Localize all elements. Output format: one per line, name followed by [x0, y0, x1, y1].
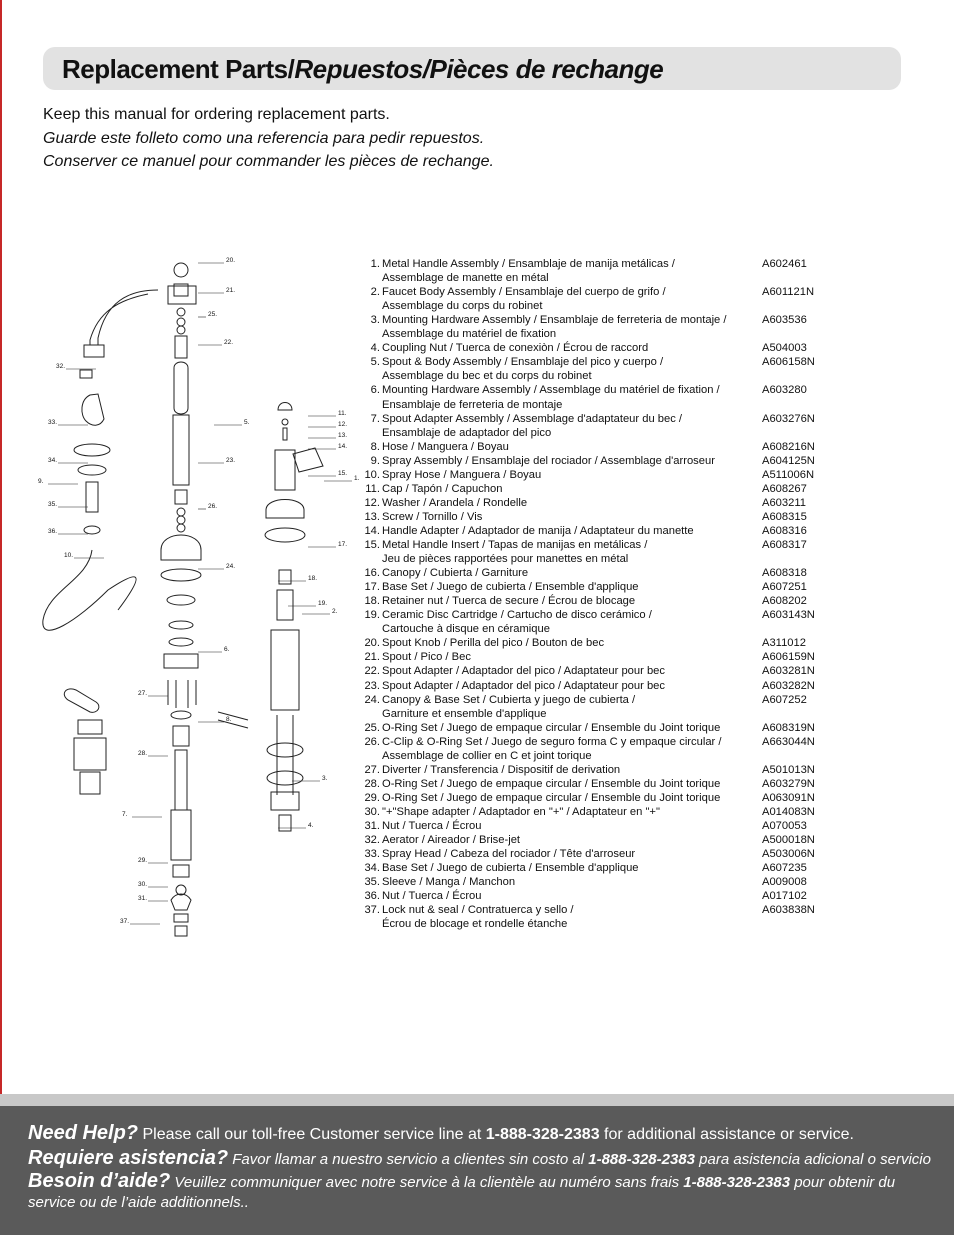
diagram-callout-label: 30. [138, 881, 148, 888]
part-code: A604125N [762, 454, 815, 467]
diagram-callout-label: 24. [226, 563, 236, 570]
part-number: 7. [370, 412, 380, 425]
part-description: Nut / Tuerca / Écrou [382, 890, 482, 903]
part-description-continued: Cartouche à disque en céramique [382, 623, 550, 636]
diagram-callout-label: 29. [138, 857, 148, 864]
part-number: 17. [364, 581, 380, 594]
part-number: 34. [364, 862, 380, 875]
diagram-callout-label: 14. [338, 443, 348, 450]
part-number: 9. [370, 454, 380, 467]
part-row [360, 455, 830, 469]
help-text-fr-3: service ou de l’aide additionnels.. [28, 1194, 249, 1211]
part-code: A063091N [762, 791, 815, 804]
part-description: Cap / Tapón / Capuchon [382, 482, 503, 495]
part-description: Nut / Tuerca / Écrou [382, 820, 482, 832]
part-row [360, 848, 830, 862]
part-row [360, 497, 830, 511]
part-description-continued: Assemblage du matériel de fixation [382, 328, 557, 341]
part-description-continued: Ensamblaje de ferreteria de montaje [382, 398, 563, 411]
diagram-callout-label: 5. [244, 419, 250, 426]
diagram-callout-label: 20. [226, 257, 236, 264]
diagram-callout-label: 27. [138, 690, 148, 697]
part-code: A504003 [762, 342, 807, 355]
help-line-es [28, 1147, 931, 1170]
part-code: A603838N [762, 904, 815, 917]
part-number: 14. [364, 524, 380, 537]
part-row [360, 736, 830, 750]
part-number: 27. [364, 763, 380, 776]
part-row [360, 342, 830, 356]
part-code: A608317 [762, 539, 807, 551]
part-number: 33. [364, 848, 380, 861]
intro-line-en: Keep this manual for ordering replacement parts. [43, 106, 390, 123]
part-row [360, 469, 830, 483]
part-description: "+"Shape adapter / Adaptador en "+" / Adaptateur en "+" [382, 805, 660, 818]
diagram-callout-label: 9. [38, 478, 44, 485]
part-row [360, 862, 830, 876]
part-description: Ceramic Disc Cartridge / Cartucho de disco cerámico / [382, 609, 652, 622]
part-number: 3. [370, 314, 380, 327]
part-description: Aerator / Aireador / Brise-jet [382, 834, 521, 847]
part-row [360, 356, 830, 370]
part-number: 30. [364, 805, 380, 818]
diagram-callout-label: 12. [338, 421, 348, 428]
part-description-continued: Écrou de blocage et rondelle étanche [382, 918, 568, 931]
part-description-continued: Assemblage du bec et du corps du robinet [382, 370, 592, 383]
help-phone-es[interactable]: 1-888-328-2383 [588, 1151, 696, 1168]
diagram-callout-label: 7. [122, 811, 128, 818]
part-description: Metal Handle Assembly / Ensamblaje de manija metálicas / [382, 258, 675, 270]
part-row [360, 525, 830, 539]
part-number: 37. [364, 904, 380, 917]
part-number: 4. [370, 342, 380, 355]
intro-line-fr: Conserver ce manuel pour commander les pièces de rechange. [43, 153, 494, 170]
diagram-callout-label: 8. [226, 716, 232, 723]
part-number: 8. [370, 440, 380, 453]
page-title [62, 54, 663, 85]
part-number: 28. [364, 777, 380, 790]
help-text-es-2: para asistencia adicional o servicio [695, 1151, 931, 1168]
part-number: 13. [364, 510, 380, 523]
part-description-continued: Garniture et ensemble d'applique [382, 707, 547, 720]
exploded-parts-diagram [28, 250, 360, 950]
left-margin-rule [0, 0, 2, 1235]
part-code: A603536 [762, 314, 807, 327]
part-row [360, 595, 830, 609]
part-description: O-Ring Set / Juego de empaque circular / Ensemble du Joint torique [382, 777, 721, 790]
part-row [360, 258, 830, 272]
part-code: A070053 [762, 820, 807, 832]
part-number: 20. [364, 637, 380, 650]
part-row [360, 441, 830, 455]
help-line-en [28, 1122, 854, 1145]
help-heading-es: Requiere asistencia? [28, 1147, 229, 1169]
part-row [360, 286, 830, 300]
part-code: A607235 [762, 862, 807, 875]
part-row [360, 694, 830, 708]
part-row [360, 834, 830, 848]
help-line-fr-cont [28, 1194, 249, 1212]
part-row [360, 665, 830, 679]
part-description: C-Clip & O-Ring Set / Juego de seguro forma C y empaque circular / [382, 735, 722, 748]
diagram-callout-label: 26. [208, 503, 218, 510]
part-code: A663044N [762, 735, 815, 748]
part-number: 18. [364, 595, 380, 608]
diagram-callout-label: 28. [138, 750, 148, 757]
part-row [360, 511, 830, 525]
part-number: 11. [365, 482, 380, 495]
diagram-callout-label: 21. [226, 287, 236, 294]
part-row [360, 413, 830, 427]
part-code: A500018N [762, 834, 815, 847]
part-code: A608216N [762, 440, 815, 453]
part-number: 22. [364, 665, 380, 678]
part-description: Screw / Tornillo / Vis [382, 510, 483, 523]
part-code: A606159N [762, 651, 815, 664]
diagram-callout-label: 33. [48, 419, 58, 426]
part-code: A602461 [762, 258, 807, 270]
part-code: A608267 [762, 482, 807, 495]
part-description-continued: Assemblage de manette en métal [382, 272, 549, 285]
part-row [360, 806, 830, 820]
part-description-continued: Ensamblaje de adaptador del pico [382, 426, 552, 439]
part-code: A608316 [762, 524, 807, 537]
part-code: A607251 [762, 581, 807, 594]
diagram-callout-label: 4. [308, 822, 314, 829]
part-description: Retainer nut / Tuerca de secure / Écrou de blocage [382, 595, 636, 608]
part-description: Canopy & Base Set / Cubierta y juego de cubierta / [382, 693, 636, 706]
part-row [360, 820, 830, 834]
part-description: Spout & Body Assembly / Ensamblaje del pico y cuerpo / [382, 356, 664, 369]
part-code: A603281N [762, 665, 815, 678]
part-code: A501013N [762, 763, 815, 776]
page-title-en: Replacement Parts/ [62, 54, 295, 84]
part-number: 15. [364, 539, 380, 551]
part-row [360, 567, 830, 581]
part-description: Canopy / Cubierta / Garniture [382, 567, 529, 580]
part-number: 29. [364, 791, 380, 804]
part-row [360, 764, 830, 778]
part-number: 21. [364, 651, 380, 664]
part-description: Spray Assembly / Ensamblaje del rociador / Assemblage d'arroseur [382, 454, 715, 467]
part-description: Mounting Hardware Assembly / Ensamblaje de ferreteria de montaje / [382, 314, 727, 327]
part-row [360, 581, 830, 595]
part-code: A603143N [762, 609, 815, 622]
part-description: Washer / Arandela / Rondelle [382, 496, 528, 509]
part-code: A607252 [762, 693, 807, 706]
help-text-en-1: Please call our toll-free Customer service line at [138, 1126, 486, 1143]
diagram-callout-label: 31. [138, 895, 148, 902]
part-row [360, 539, 830, 553]
part-number: 36. [364, 890, 380, 903]
part-number: 26. [364, 735, 380, 748]
help-text-en-2: for additional assistance or service. [599, 1126, 854, 1143]
diagram-callout-label: 17. [338, 541, 348, 548]
help-text-fr-1: Veuillez communiquer avec notre service à la clientèle au numéro sans frais [170, 1174, 684, 1191]
diagram-callout-label: 37. [120, 918, 130, 925]
part-code: A503006N [762, 848, 815, 861]
part-row [360, 637, 830, 651]
part-description: Lock nut & seal / Contratuerca y sello / [382, 904, 574, 917]
part-description: Diverter / Transferencia / Dispositif de derivation [382, 763, 621, 776]
diagram-callout-label: 36. [48, 528, 58, 535]
page-title-es-fr: Repuestos/Pièces de rechange [294, 54, 664, 84]
part-description: Metal Handle Insert / Tapas de manijas en metálicas / [382, 539, 648, 551]
part-description: Spout Knob / Perilla del pico / Bouton de bec [382, 637, 605, 650]
help-heading-en: Need Help? [28, 1122, 139, 1144]
part-description: Spout Adapter Assembly / Assemblage d'adaptateur du bec / [382, 412, 683, 425]
help-phone-fr[interactable]: 1-888-328-2383 [683, 1174, 791, 1191]
part-row [360, 609, 830, 623]
part-row [360, 651, 830, 665]
diagram-callout-label: 35. [48, 501, 58, 508]
part-code: A603280 [762, 384, 807, 397]
diagram-callout-label: 34. [48, 457, 58, 464]
part-code: A603282N [762, 679, 815, 692]
part-description: O-Ring Set / Juego de empaque circular / Ensemble du Joint torique [382, 721, 721, 734]
part-code: A603279N [762, 777, 815, 790]
diagram-callout-label: 18. [308, 575, 318, 582]
help-text-fr-2: pour obtenir du [790, 1174, 896, 1191]
diagram-callout-label: 2. [332, 608, 338, 615]
part-description: Spray Head / Cabeza del rociador / Tête d'arroseur [382, 848, 636, 861]
part-number: 19. [364, 609, 380, 622]
part-code: A017102 [762, 890, 807, 903]
part-number: 6. [370, 384, 380, 397]
part-code: A608202 [762, 595, 807, 608]
diagram-callout-label: 1. [354, 475, 360, 482]
help-heading-fr: Besoin d’aide? [28, 1170, 171, 1192]
part-number: 25. [364, 721, 380, 734]
part-number: 31. [364, 820, 380, 832]
part-description: Hose / Manguera / Boyau [382, 440, 509, 453]
footer-divider [0, 1094, 954, 1106]
part-description: Sleeve / Manga / Manchon [382, 876, 516, 889]
diagram-callout-label: 3. [322, 775, 328, 782]
part-number: 1. [370, 258, 380, 270]
part-number: 10. [364, 468, 380, 481]
help-footer [0, 1106, 954, 1235]
part-description: Base Set / Juego de cubierta / Ensemble d'applique [382, 581, 639, 594]
part-code: A608315 [762, 510, 807, 523]
diagram-callout-label: 25. [208, 311, 218, 318]
part-code: A603211 [762, 496, 806, 509]
part-code: A601121N [762, 286, 815, 299]
intro-line-es: Guarde este folleto como una referencia para pedir repuestos. [43, 130, 485, 147]
diagram-callout-label: 11. [338, 410, 347, 417]
part-code: A603276N [762, 412, 815, 425]
diagram-callout-label: 23. [226, 457, 236, 464]
part-number: 35. [364, 876, 380, 889]
diagram-callout-label: 32. [56, 363, 66, 370]
part-description: Mounting Hardware Assembly / Assemblage du matériel de fixation / [382, 384, 720, 397]
part-row [360, 890, 830, 904]
help-text-es-1: Favor llamar a nuestro servicio a clientes sin costo al [228, 1151, 589, 1168]
diagram-callout-label: 15. [338, 470, 348, 477]
part-description: Spout / Pico / Bec [382, 651, 471, 664]
part-row [360, 483, 830, 497]
part-description: Handle Adapter / Adaptador de manija / Adaptateur du manette [382, 524, 694, 537]
part-description: O-Ring Set / Juego de empaque circular / Ensemble du Joint torique [382, 791, 721, 804]
part-code: A311012 [762, 637, 806, 650]
diagram-callout-label: 22. [224, 339, 234, 346]
part-number: 32. [364, 834, 380, 847]
part-description: Base Set / Juego de cubierta / Ensemble d'applique [382, 862, 639, 875]
diagram-callout-label: 6. [224, 646, 230, 653]
help-line-fr [28, 1170, 895, 1193]
part-row [360, 904, 830, 918]
part-code: A511006N [762, 468, 815, 481]
part-description: Spout Adapter / Adaptador del pico / Adaptateur pour bec [382, 665, 666, 678]
part-code: A608319N [762, 721, 815, 734]
part-description-continued: Assemblage de collier en C et joint torique [382, 749, 592, 762]
part-number: 5. [370, 356, 380, 369]
part-description-continued: Jeu de pièces rapportées pour manettes en métal [382, 553, 629, 566]
part-number: 23. [364, 679, 380, 692]
part-description: Spray Hose / Manguera / Boyau [382, 468, 542, 481]
part-description: Faucet Body Assembly / Ensamblaje del cuerpo de grifo / [382, 286, 666, 299]
help-phone-en[interactable]: 1-888-328-2383 [485, 1126, 600, 1143]
diagram-callout-label: 10. [64, 552, 74, 559]
part-description-continued: Assemblage du corps du robinet [382, 300, 543, 313]
part-code: A608318 [762, 567, 807, 580]
part-number: 24. [364, 693, 380, 706]
diagram-callout-label: 13. [338, 432, 348, 439]
part-number: 2. [370, 286, 380, 299]
part-number: 12. [364, 496, 380, 509]
part-row [360, 314, 830, 328]
part-row [360, 722, 830, 736]
part-description: Coupling Nut / Tuerca de conexiòn / Écrou de raccord [382, 342, 649, 355]
part-row [360, 876, 830, 890]
part-description: Spout Adapter / Adaptador del pico / Adaptateur pour bec [382, 679, 666, 692]
diagram-callout-label: 19. [318, 600, 328, 607]
part-code: A606158N [762, 356, 815, 369]
part-number: 16. [364, 567, 380, 580]
part-row [360, 778, 830, 792]
part-row [360, 792, 830, 806]
part-row [360, 384, 830, 398]
part-code: A014083N [762, 805, 815, 818]
part-row [360, 680, 830, 694]
part-code: A009008 [762, 876, 807, 889]
